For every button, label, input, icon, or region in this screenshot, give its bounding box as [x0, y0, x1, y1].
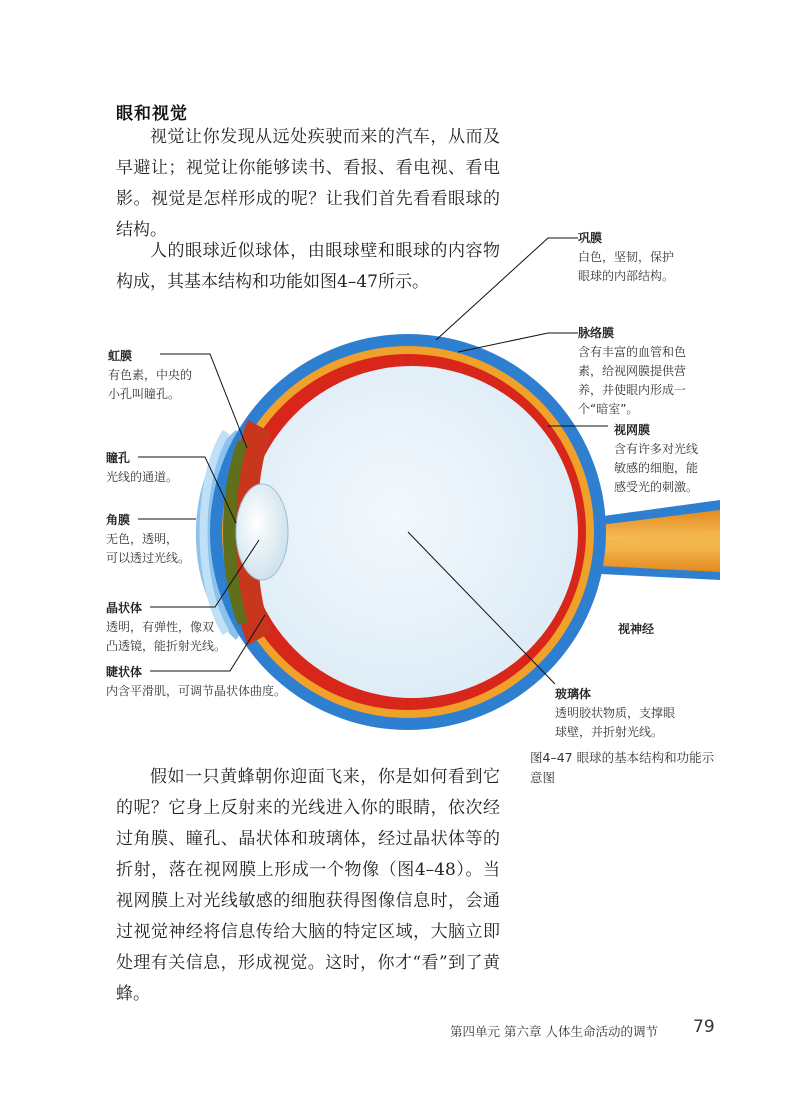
label-cornea [106, 511, 190, 568]
label-retina-desc-1: 含有许多对光线 [614, 442, 699, 456]
lens-shape [236, 484, 288, 580]
label-retina-title: 视网膜 [614, 423, 651, 437]
label-lens-title: 晶状体 [106, 601, 143, 615]
label-vitreous [555, 685, 675, 742]
label-lens-desc-2: 凸透镜，能折射光线。 [106, 639, 227, 653]
label-choroid-desc-2: 素，给视网膜提供营 [578, 364, 687, 378]
section-heading: 眼和视觉 [116, 104, 188, 124]
label-choroid-desc-3: 养，并使眼内形成一 [578, 383, 687, 397]
label-choroid-desc-1: 含有丰富的血管和色 [578, 345, 687, 359]
label-iris-title: 虹膜 [108, 349, 133, 363]
label-lens [106, 599, 226, 656]
label-vitreous-title: 玻璃体 [555, 687, 592, 701]
label-retina [614, 421, 698, 497]
label-choroid [578, 324, 686, 419]
label-choroid-title: 脉络膜 [578, 326, 615, 340]
label-sclera-desc-2: 眼球的内部结构。 [578, 269, 675, 283]
label-choroid-desc-4: 个“暗室”。 [578, 402, 639, 416]
label-vitreous-desc-2: 球壁，并折射光线。 [555, 725, 664, 739]
paragraph-wasp-example: 假如一只黄蜂朝你迎面飞来，你是如何看到它的呢？它身上反射来的光线进入你的眼睛，依次经过角膜、瞳孔、晶状体和玻璃体，经过晶状体等的折射，落在视网膜上形成一个物像（图4–48）。当视网膜上对光线敏感的细胞获得图像信息时，会通过视觉神经将信息传给大脑的特定区域，大脑立即处理有关信息，形成视觉。这时，你才“看”到了黄蜂。 [116, 767, 500, 1004]
label-vitreous-desc-1: 透明胶状物质，支撑眼 [555, 706, 676, 720]
label-iris [108, 347, 192, 404]
label-retina-desc-3: 感受光的刺激。 [614, 480, 699, 494]
footer-chapter: 第四单元 第六章 人体生命活动的调节 [450, 1024, 658, 1039]
label-ciliary-body [106, 663, 286, 701]
paragraph-intro: 视觉让你发现从远处疾驶而来的汽车，从而及早避让；视觉让你能够读书、看报、看电视、看电影。视觉是怎样形成的呢？让我们首先看看眼球的结构。 [116, 127, 500, 240]
paragraph-eye-structure: 人的眼球近似球体，由眼球壁和眼球的内容物构成，其基本结构和功能如图4–47所示。 [116, 241, 500, 292]
label-ciliary-title: 睫状体 [106, 665, 143, 679]
label-iris-desc-1: 有色素，中央的 [108, 368, 193, 382]
label-cornea-desc-1: 无色，透明， [106, 532, 179, 546]
figure-caption: 图4–47 眼球的基本结构和功能示意图 [530, 750, 715, 785]
label-lens-desc-1: 透明，有弹性，像双 [106, 620, 215, 634]
label-optic-nerve-title: 视神经 [618, 622, 655, 636]
label-sclera-desc-1: 白色，坚韧，保护 [578, 250, 675, 264]
label-sclera [578, 229, 674, 286]
label-pupil-title: 瞳孔 [106, 451, 131, 465]
label-cornea-desc-2: 可以透过光线。 [106, 551, 191, 565]
label-cornea-title: 角膜 [106, 513, 131, 527]
page-number: 79 [693, 1017, 715, 1037]
label-sclera-title: 巩膜 [578, 231, 603, 245]
label-optic-nerve [618, 620, 654, 639]
label-ciliary-desc-1: 内含平滑肌，可调节晶状体曲度。 [106, 684, 287, 698]
label-iris-desc-2: 小孔叫瞳孔。 [108, 387, 181, 401]
label-pupil [106, 449, 178, 487]
label-retina-desc-2: 敏感的细胞，能 [614, 461, 699, 475]
vitreous-body [246, 366, 578, 698]
label-pupil-desc-1: 光线的通道。 [106, 470, 179, 484]
